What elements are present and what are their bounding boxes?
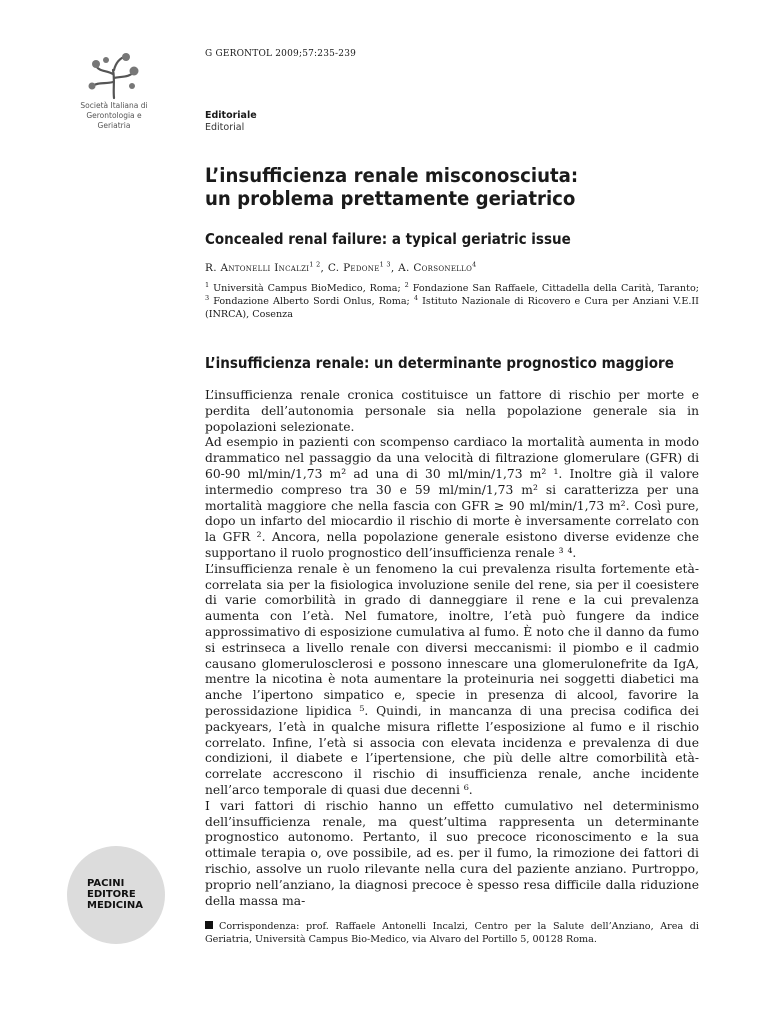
- society-logo-icon: [86, 52, 144, 100]
- publisher-line: EDITORE: [87, 889, 136, 900]
- affiliation-text: Università Campus BioMedico, Roma;: [213, 283, 405, 294]
- article-subtitle: Concealed renal failure: a typical geriatric issue: [205, 230, 571, 248]
- author-name: C. Pedone: [327, 262, 380, 274]
- affiliation-text: Istituto Nazionale di Ricovero e Cura per Anziani V.E.II (INRCA), Cosenza: [205, 296, 699, 320]
- publisher-badge: [67, 846, 165, 944]
- correspondence-text: Corrispondenza: prof. Raffaele Antonelli Incalzi, Centro per la Salute dell’Anziano, Area di Geriatria, Università Campus Bio-Medico, via Alvaro del Portillo 5, 00128 Roma.: [205, 921, 699, 945]
- category-italian: Editoriale: [205, 110, 257, 121]
- author-affiliation-ref: 1 2: [309, 260, 321, 269]
- affiliation-number: 3: [205, 293, 210, 302]
- publisher-name: [87, 878, 143, 911]
- article-title: [205, 164, 651, 210]
- body-paragraph: L’insufficienza renale cronica costituisce un fattore di rischio per morte e perdita dell’autonomia personale sia nella popolazione generale sia in popolazioni selezionate.: [205, 388, 699, 434]
- publisher-line: PACINI: [87, 878, 125, 889]
- author-name: A. Corsonello: [398, 262, 473, 274]
- title-line: L’insufficienza renale misconosciuta:: [205, 164, 579, 187]
- article-category: [205, 110, 257, 134]
- author-name: R. Antonelli Incalzi: [205, 262, 310, 274]
- publisher-line: MEDICINA: [87, 900, 143, 911]
- category-english: Editorial: [205, 122, 245, 133]
- society-name-line: Società Italiana di: [80, 101, 148, 110]
- author-affiliation-ref: 1 3: [379, 260, 391, 269]
- society-name: [62, 101, 166, 131]
- society-name-line: Gerontologia e: [86, 111, 142, 120]
- correspondence-note: [205, 920, 699, 946]
- affiliation-number: 2: [404, 280, 409, 289]
- article-body: [205, 388, 699, 909]
- society-name-line: Geriatria: [97, 121, 131, 130]
- affiliations: [205, 282, 699, 321]
- affiliation-number: 1: [205, 280, 210, 289]
- affiliation-text: Fondazione San Raffaele, Cittadella della Carità, Taranto;: [412, 283, 699, 294]
- author-affiliation-ref: 4: [472, 260, 477, 269]
- affiliation-number: 4: [413, 293, 419, 302]
- affiliation-text: Fondazione Alberto Sordi Onlus, Roma;: [213, 296, 414, 307]
- journal-reference: G GERONTOL 2009;57:235-239: [205, 49, 357, 59]
- author-list: R. Antonelli Incalzi$^{1 2}$, C. Pedone$^{1 3}$, A. Corsonello$^4$: [205, 260, 477, 274]
- body-paragraph: L’insufficienza renale è un fenomeno la cui prevalenza risulta fortemente età-correlata sia per la fisiologica involuzione senile del rene, sia per il coesistere di varie comorbilità in grado di danneggiare il rene e la cui prevalenza aumenta con l’età. Nel fumatore, inoltre, l’età può fungere da indice approssimativo di esposizione cumulativa al fumo. È noto che il danno da fumo si estrinseca a livello renale con diversi meccanismi: il piombo e il cadmio causano glomerulosclerosi e possono innescare una glomerulonefrite da IgA, mentre la nicotina è nota aumentare la proteinuria nei soggetti diabetici ma anche l’ipertono simpatico e, specie in presenza di alcool, favorire la perossidazione lipidica ⁵. Quindi, in mancanza di una precisa codifica dei packyears, l’età in qualche misura riflette l’esposizione al fumo e il rischio correlato. Infine, l’età si associa con elevata incidenza e prevalenza di due condizioni, il diabete e l’ipertensione, che più delle altre comorbilità età-correlate accrescono il rischio di insufficienza renale, anche incidente nell’arco temporale di quasi due decenni ⁶.: [205, 561, 699, 797]
- body-paragraph: Ad esempio in pazienti con scompenso cardiaco la mortalità aumenta in modo drammatico nel passaggio da una velocità di filtrazione glomerulare (GFR) di 60-90 ml/min/1,73 m² ad una di 30 ml/min/1,73 m² ¹. Inoltre già il valore intermedio compreso tra 30 e 59 ml/min/1,73 m² si caratterizza per una mortalità maggiore che nella fascia con GFR ≥ 90 ml/min/1,73 m². Così pure, dopo un infarto del miocardio il rischio di morte è inversamente correlato con la GFR ². Ancora, nella popolazione generale esistono diverse evidenze che supportano il ruolo prognostico dell’insufficienza renale ³ ⁴.: [205, 435, 699, 560]
- title-line: un problema prettamente geriatrico: [205, 187, 576, 210]
- body-paragraph: I vari fattori di rischio hanno un effetto cumulativo nel determinismo dell’insufficienza renale, ma quest’ultima rappresenta un determinante prognostico autonomo. Pertanto, il suo precoce riconoscimento e la sua ottimale terapia o, ove possibile, ad es. per il fumo, la rimozione dei fattori di rischio, assolve un ruolo rilevante nella cura del paziente anziano. Purtroppo, proprio nell’anziano, la diagnosi precoce è spesso resa difficile dalla riduzione della massa ma-: [205, 798, 699, 908]
- section-heading: L’insufficienza renale: un determinante prognostico maggiore: [205, 354, 674, 372]
- square-bullet-icon: [205, 921, 213, 929]
